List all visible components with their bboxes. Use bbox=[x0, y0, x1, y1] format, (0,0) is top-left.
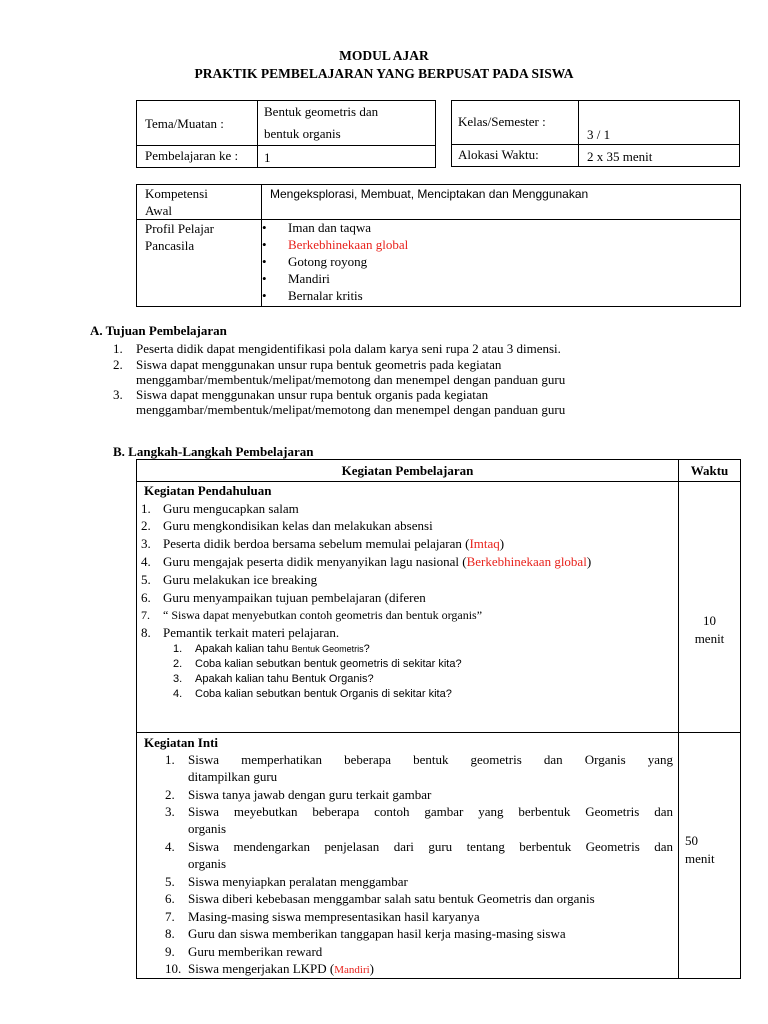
list-item-cont: organis bbox=[188, 856, 227, 871]
kompetensi-value: Mengeksplorasi, Membuat, Menciptakan dan Menggunakan bbox=[270, 187, 589, 201]
pendahuluan-heading: Kegiatan Pendahuluan bbox=[144, 483, 272, 498]
tema-label: Tema/Muatan : bbox=[145, 116, 224, 131]
kompetensi-profil-table bbox=[136, 184, 741, 307]
tema-value-line1: Bentuk geometris dan bbox=[264, 104, 379, 119]
waktu-value: 50 bbox=[685, 833, 698, 848]
list-item: 3. Siswa meyebutkan beberapa contoh gambar yang berbentuk Geometris dan bbox=[165, 804, 673, 819]
list-item: 9. Guru memberikan reward bbox=[165, 944, 323, 959]
langkah-table bbox=[136, 459, 741, 979]
pendahuluan-section bbox=[137, 482, 678, 732]
document-subtitle: PRAKTIK PEMBELAJARAN YANG BERPUSAT PADA SISWA bbox=[194, 66, 574, 81]
tujuan-item-3: Siswa dapat menggunakan unsur rupa bentuk organis pada kegiatan bbox=[136, 387, 489, 402]
document-title: MODUL AJAR bbox=[339, 48, 429, 63]
inti-section bbox=[137, 733, 678, 978]
list-item: 1. Guru mengucapkan salam bbox=[141, 501, 299, 516]
langkah-heading: B. Langkah-Langkah Pembelajaran bbox=[113, 444, 314, 459]
kompetensi-label-line1: Kompetensi bbox=[145, 186, 208, 201]
question-item: 2. Coba kalian sebutkan bentuk geometris di sekitar kita? bbox=[173, 658, 462, 670]
pendahuluan-waktu bbox=[679, 482, 740, 648]
question-item: 1. Apakah kalian tahu Bentuk Geometris? bbox=[173, 643, 370, 655]
tujuan-item-2-cont: menggambar/membentuk/melipat/memotong dan menempel dengan panduan guru bbox=[136, 372, 566, 387]
alokasi-value: 2 x 35 menit bbox=[587, 149, 653, 164]
list-item: 4. Siswa mendengarkan penjelasan dari guru tentang berbentuk Geometris dan bbox=[165, 839, 673, 854]
tujuan-num-3: 3. bbox=[113, 387, 123, 402]
list-item-cont: ditampilkan guru bbox=[188, 769, 278, 784]
info-table-right bbox=[451, 100, 740, 167]
question-item: 4. Coba kalian sebutkan bentuk Organis di sekitar kita? bbox=[173, 688, 452, 700]
list-item: 6. Guru menyampaikan tujuan pembelajaran (diferen bbox=[141, 590, 426, 605]
list-item: 5. Guru melakukan ice breaking bbox=[141, 572, 318, 587]
waktu-unit: menit bbox=[685, 851, 715, 866]
list-item: 6. Siswa diberi kebebasan menggambar salah satu bentuk Geometris dan organis bbox=[165, 891, 595, 906]
pembelajaran-value: 1 bbox=[264, 150, 271, 165]
tujuan-heading: A. Tujuan Pembelajaran bbox=[90, 323, 227, 338]
kompetensi-label-line2: Awal bbox=[145, 203, 172, 218]
list-item: 7. “ Siswa dapat menyebutkan contoh geometris dan bentuk organis” bbox=[141, 608, 483, 622]
info-table-left bbox=[136, 100, 436, 168]
inti-waktu bbox=[679, 733, 740, 868]
pembelajaran-label: Pembelajaran ke : bbox=[145, 148, 239, 163]
list-item: 5. Siswa menyiapkan peralatan menggambar bbox=[165, 874, 408, 889]
list-item: 8. Guru dan siswa memberikan tanggapan hasil kerja masing-masing siswa bbox=[165, 926, 566, 941]
profil-label-line2: Pancasila bbox=[145, 238, 195, 253]
tujuan-num-1: 1. bbox=[113, 341, 123, 356]
list-item: 3. Peserta didik berdoa bersama sebelum memulai pelajaran (Imtaq) bbox=[141, 536, 505, 551]
tujuan-num-2: 2. bbox=[113, 357, 123, 372]
list-item-cont: organis bbox=[188, 821, 227, 836]
tema-value-line2: bentuk organis bbox=[264, 126, 341, 141]
col-waktu-header: Waktu bbox=[679, 460, 741, 482]
list-item: 2. Siswa tanya jawab dengan guru terkait gambar bbox=[165, 787, 432, 802]
inti-heading: Kegiatan Inti bbox=[144, 735, 219, 750]
list-item: 10. Siswa mengerjakan LKPD (Mandiri) bbox=[165, 961, 375, 976]
col-kegiatan-header: Kegiatan Pembelajaran bbox=[137, 460, 679, 482]
kelas-value: 3 / 1 bbox=[587, 127, 611, 142]
list-item: 1. Siswa memperhatikan beberapa bentuk geometris dan Organis yang bbox=[165, 752, 673, 767]
profil-label-line1: Profil Pelajar bbox=[145, 221, 214, 236]
tujuan-item-3-cont: menggambar/membentuk/melipat/memotong dan menempel dengan panduan guru bbox=[136, 402, 566, 417]
waktu-unit: menit bbox=[694, 631, 725, 646]
alokasi-label: Alokasi Waktu: bbox=[458, 147, 539, 162]
tujuan-item-2: Siswa dapat menggunakan unsur rupa bentuk geometris pada kegiatan bbox=[136, 357, 502, 372]
kelas-label: Kelas/Semester : bbox=[458, 114, 546, 129]
list-item: 7. Masing-masing siswa mempresentasikan hasil karyanya bbox=[165, 909, 480, 924]
list-item: 4. Guru mengajak peserta didik menyanyikan lagu nasional (Berkebhinekaan global) bbox=[141, 554, 592, 569]
tujuan-item-1: Peserta didik dapat mengidentifikasi pola dalam karya seni rupa 2 atau 3 dimensi. bbox=[136, 341, 561, 356]
waktu-value: 10 bbox=[703, 613, 716, 628]
list-item: 8. Pemantik terkait materi pelajaran. bbox=[141, 625, 340, 640]
list-item: 2. Guru mengkondisikan kelas dan melakukan absensi bbox=[141, 518, 433, 533]
profil-list: • Iman dan taqwa • Berkebhinekaan global • Gotong royong • Mandiri • Bernalar kritis bbox=[262, 220, 409, 303]
question-item: 3. Apakah kalian tahu Bentuk Organis? bbox=[173, 673, 374, 685]
